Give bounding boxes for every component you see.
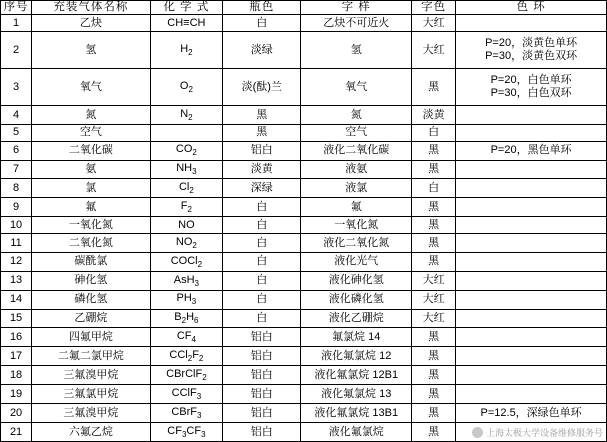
cell-chemical-formula: $NO_2$ — [150, 233, 222, 252]
cell-no: 5 — [1, 124, 32, 141]
cell-no: 18 — [1, 366, 32, 385]
cell-chemical-formula: CClF$_3$ — [150, 385, 222, 404]
cell-marking-text: 氟氯烷 14 — [301, 328, 412, 347]
cell-marking-text: 液化二氧化碳 — [301, 141, 412, 160]
cell-font-color: 白 — [411, 124, 455, 141]
cell-chemical-formula: $Cl_2$ — [150, 179, 222, 198]
cell-no: 16 — [1, 328, 32, 347]
cell-color-ring — [456, 347, 607, 366]
cell-font-color: 黑 — [411, 141, 455, 160]
cell-chemical-formula: $F_2$ — [150, 198, 222, 217]
cell-bottle-color: 深绿 — [223, 179, 301, 198]
cell-chemical-formula: $NH_3$ — [150, 160, 222, 179]
cell-font-color: 大红 — [411, 290, 455, 309]
cell-chemical-formula: CBrF$_3$ — [150, 403, 222, 422]
cell-chemical-formula: $CO_2$ — [150, 141, 222, 160]
table-row — [1, 31, 607, 68]
cell-no: 20 — [1, 403, 32, 422]
cell-bottle-color: 铝白 — [223, 385, 301, 404]
table-row — [1, 198, 607, 217]
cell-no: 6 — [1, 141, 32, 160]
cell-bottle-color: 铝白 — [223, 366, 301, 385]
cell-gas-name: 氟 — [32, 198, 151, 217]
cell-color-ring — [456, 233, 607, 252]
column-header-ring: 色 环 — [456, 1, 607, 15]
cell-gas-name: 氨 — [32, 160, 151, 179]
column-header-font: 字色 — [411, 1, 455, 15]
cell-color-ring — [456, 198, 607, 217]
cell-gas-name: 三氟氯甲烷 — [32, 385, 151, 404]
cell-font-color: 黑 — [411, 403, 455, 422]
table-row — [1, 328, 607, 347]
cell-bottle-color: 白 — [223, 15, 301, 32]
table-row — [1, 366, 607, 385]
cell-marking-text: 液化磷化氢 — [301, 290, 412, 309]
cell-no: 3 — [1, 68, 32, 105]
cell-bottle-color: 黑 — [223, 105, 301, 124]
cell-gas-name: 二氧化氮 — [32, 233, 151, 252]
table-row — [1, 252, 607, 271]
color-ring-line: P=20，白色单环 — [490, 74, 572, 87]
cell-color-ring — [456, 403, 607, 422]
cell-color-ring — [456, 309, 607, 328]
cell-gas-name: 磷化氢 — [32, 290, 151, 309]
cell-no: 8 — [1, 179, 32, 198]
cell-bottle-color: 淡黄 — [223, 160, 301, 179]
cell-font-color: 黑 — [411, 160, 455, 179]
watermark-text: 上海太极大学设备维修服务号 — [485, 428, 603, 438]
cell-font-color: 黑 — [411, 252, 455, 271]
cell-bottle-color: 白 — [223, 217, 301, 234]
cell-bottle-color: 白 — [223, 309, 301, 328]
cell-font-color: 黑 — [411, 328, 455, 347]
cell-marking-text: 乙炔不可近火 — [301, 15, 412, 32]
table-row — [1, 403, 607, 422]
cell-chemical-formula: $PH_3$ — [150, 290, 222, 309]
cell-gas-name: 氢 — [32, 31, 151, 68]
cell-gas-name: 六氟乙烷 — [32, 422, 151, 441]
table-row — [1, 15, 607, 32]
cell-font-color: 白 — [411, 179, 455, 198]
cell-gas-name: 碳酰氯 — [32, 252, 151, 271]
table-row — [1, 160, 607, 179]
cell-marking-text: 液化氟氯烷 13 — [301, 385, 412, 404]
cell-color-ring — [456, 217, 607, 234]
cell-gas-name: 乙硼烷 — [32, 309, 151, 328]
color-ring-line: P=30，淡黄色双环 — [485, 49, 578, 62]
cell-font-color: 黑 — [411, 233, 455, 252]
cell-no: 7 — [1, 160, 32, 179]
cell-color-ring — [456, 252, 607, 271]
cell-bottle-color: 淡绿 — [223, 31, 301, 68]
cell-no: 1 — [1, 15, 32, 32]
cell-font-color: 大红 — [411, 31, 455, 68]
cell-no: 15 — [1, 309, 32, 328]
cell-color-ring — [456, 328, 607, 347]
cell-marking-text: 液氯 — [301, 179, 412, 198]
cell-gas-name: 乙炔 — [32, 15, 151, 32]
cell-color-ring — [456, 141, 607, 160]
cell-font-color: 大红 — [411, 15, 455, 32]
cell-chemical-formula: $H_2$ — [150, 31, 222, 68]
table-row — [1, 217, 607, 234]
cell-chemical-formula — [150, 124, 222, 141]
cell-gas-name: 二氟二氯甲烷 — [32, 347, 151, 366]
table-row — [1, 385, 607, 404]
table-row — [1, 68, 607, 105]
cell-marking-text: 液化二氧化氮 — [301, 233, 412, 252]
cell-bottle-color: 白 — [223, 233, 301, 252]
column-header-bottle: 瓶色 — [223, 1, 301, 15]
cell-gas-name: 氮 — [32, 105, 151, 124]
table-header-row — [1, 1, 607, 15]
cell-color-ring — [456, 422, 607, 441]
cell-bottle-color: 黑 — [223, 124, 301, 141]
cell-font-color: 黑 — [411, 385, 455, 404]
table-row — [1, 179, 607, 198]
cell-gas-name: 二氧化碳 — [32, 141, 151, 160]
cell-gas-name: 砷化氢 — [32, 271, 151, 290]
cell-no: 17 — [1, 347, 32, 366]
cell-bottle-color: 白 — [223, 252, 301, 271]
cell-bottle-color: 淡(酞)兰 — [223, 68, 301, 105]
cell-chemical-formula: $B_2H_6$ — [150, 309, 222, 328]
cell-color-ring — [456, 68, 607, 105]
cell-color-ring — [456, 15, 607, 32]
color-ring-line: P=20，黑色单环 — [490, 144, 572, 157]
cell-gas-name: 氯 — [32, 179, 151, 198]
cell-font-color: 淡黄 — [411, 105, 455, 124]
cell-chemical-formula: CBrClF$_2$ — [150, 366, 222, 385]
cell-color-ring — [456, 271, 607, 290]
cell-gas-name: 三氟溴甲烷 — [32, 366, 151, 385]
cell-no: 19 — [1, 385, 32, 404]
cell-marking-text: 空气 — [301, 124, 412, 141]
cell-color-ring — [456, 366, 607, 385]
cell-color-ring — [456, 160, 607, 179]
table-row — [1, 309, 607, 328]
cell-chemical-formula: CH≡CH — [150, 15, 222, 32]
cell-marking-text: 一氧化氮 — [301, 217, 412, 234]
table-row — [1, 124, 607, 141]
cell-font-color: 大红 — [411, 309, 455, 328]
cell-marking-text: 液化氟氯烷 13B1 — [301, 403, 412, 422]
cell-font-color: 黑 — [411, 217, 455, 234]
cell-marking-text: 液化砷化氢 — [301, 271, 412, 290]
cell-gas-name: 三氟溴甲烷 — [32, 403, 151, 422]
cell-no: 4 — [1, 105, 32, 124]
column-header-no: 序号 — [1, 1, 32, 15]
cell-chemical-formula: NO — [150, 217, 222, 234]
cell-no: 10 — [1, 217, 32, 234]
column-header-name: 充装气体名称 — [32, 1, 151, 15]
cell-font-color: 黑 — [411, 347, 455, 366]
cell-color-ring — [456, 179, 607, 198]
cell-no: 13 — [1, 271, 32, 290]
cell-chemical-formula: $CF_3CF_3$ — [150, 422, 222, 441]
table-row — [1, 105, 607, 124]
table-row — [1, 141, 607, 160]
cell-font-color: 大红 — [411, 271, 455, 290]
cell-bottle-color: 白 — [223, 271, 301, 290]
column-header-mark: 字 样 — [301, 1, 412, 15]
cell-color-ring — [456, 290, 607, 309]
table-row — [1, 271, 607, 290]
cell-no: 12 — [1, 252, 32, 271]
cell-font-color: 黑 — [411, 198, 455, 217]
cell-color-ring — [456, 31, 607, 68]
table-row — [1, 233, 607, 252]
cell-chemical-formula: $CF_4$ — [150, 328, 222, 347]
cell-bottle-color: 白 — [223, 198, 301, 217]
cell-marking-text: 氮 — [301, 105, 412, 124]
cell-gas-name: 一氧化氮 — [32, 217, 151, 234]
cell-bottle-color: 铝白 — [223, 422, 301, 441]
cell-font-color: 黑 — [411, 366, 455, 385]
cell-no: 2 — [1, 31, 32, 68]
color-ring-line: P=12.5，深绿色单环 — [480, 406, 582, 419]
cell-no: 9 — [1, 198, 32, 217]
table-row — [1, 422, 607, 441]
cell-marking-text: 氧气 — [301, 68, 412, 105]
cell-bottle-color: 白 — [223, 290, 301, 309]
column-header-formula: 化 学 式 — [150, 1, 222, 15]
cell-chemical-formula: $N_2$ — [150, 105, 222, 124]
cell-gas-name: 四氟甲烷 — [32, 328, 151, 347]
cell-color-ring — [456, 105, 607, 124]
cell-marking-text: 液化光气 — [301, 252, 412, 271]
cell-color-ring — [456, 124, 607, 141]
cell-marking-text: 液化氟氯烷 12 — [301, 347, 412, 366]
cell-marking-text: 液化氟氯烷 — [301, 422, 412, 441]
cell-marking-text: 氢 — [301, 31, 412, 68]
cell-no: 21 — [1, 422, 32, 441]
cell-chemical-formula: $CCl_2F_2$ — [150, 347, 222, 366]
cell-chemical-formula: AsH$_3$ — [150, 271, 222, 290]
cell-chemical-formula: $O_2$ — [150, 68, 222, 105]
cell-bottle-color: 铝白 — [223, 347, 301, 366]
cell-no: 11 — [1, 233, 32, 252]
cell-bottle-color: 铝白 — [223, 328, 301, 347]
cell-marking-text: 液化氟氯烷 12B1 — [301, 366, 412, 385]
cell-no: 14 — [1, 290, 32, 309]
cell-color-ring — [456, 385, 607, 404]
color-ring-line: P=20，淡黄色单环 — [485, 37, 578, 50]
cell-chemical-formula: COCl$_2$ — [150, 252, 222, 271]
table-row — [1, 290, 607, 309]
cell-font-color: 黑 — [411, 422, 455, 441]
cell-bottle-color: 铝白 — [223, 403, 301, 422]
table-row — [1, 347, 607, 366]
cell-marking-text: 氟 — [301, 198, 412, 217]
cell-marking-text: 液氨 — [301, 160, 412, 179]
cell-font-color: 黑 — [411, 68, 455, 105]
cell-gas-name: 空气 — [32, 124, 151, 141]
color-ring-line: P=30，白色双环 — [490, 86, 572, 99]
cell-marking-text: 液化乙硼烷 — [301, 309, 412, 328]
cell-gas-name: 氧气 — [32, 68, 151, 105]
table-body — [1, 15, 607, 442]
cell-bottle-color: 铝白 — [223, 141, 301, 160]
